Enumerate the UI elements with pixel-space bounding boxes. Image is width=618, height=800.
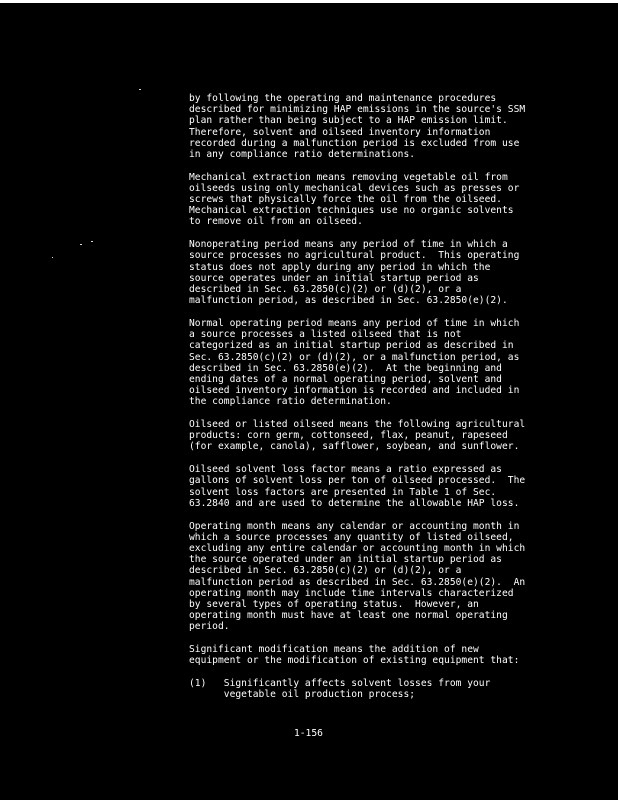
text-line: Sec. 63.2850(c)(2) or (d)(2), or a malfunction period, as: [189, 351, 520, 363]
text-line: (for example, canola), safflower, soybean, and sunflower.: [189, 441, 520, 453]
text-line: described in Sec. 63.2850(c)(2) or (d)(2), or a: [189, 284, 462, 295]
definition-nonoperating-period: [189, 239, 569, 306]
page-number: 1-156: [294, 728, 323, 739]
text-line: the source operated under an initial startup period as: [189, 554, 502, 566]
scan-top-edge: [0, 0, 618, 3]
text-line: the compliance ratio determination.: [189, 396, 392, 408]
text-line: described in Sec. 63.2850(c)(2) or (d)(2), or a: [189, 565, 462, 577]
paragraph-gap: [189, 228, 569, 240]
definition-oilseed: [189, 419, 569, 453]
text-line: oilseeds using only mechanical devices such as presses or: [189, 182, 520, 194]
text-line: to remove oil from an oilseed.: [189, 216, 363, 228]
text-line: Mechanical extraction techniques use no organic solvents: [189, 205, 514, 217]
text-line: status does not apply during any period in which the: [189, 261, 491, 273]
list-item-1: [189, 678, 569, 700]
definition-mechanical-extraction: [189, 172, 569, 228]
text-line: screws that physically force the oil from the oilseed.: [189, 194, 502, 206]
text-line: malfunction period as described in Sec. 63.2850(e)(2). An: [189, 576, 526, 588]
paragraph-gap: [189, 453, 569, 465]
scan-speck: [52, 257, 53, 258]
text-line: plan rather than being subject to a HAP emission limit.: [189, 115, 508, 127]
text-line: Therefore, solvent and oilseed inventory information: [189, 126, 491, 138]
text-line: period.: [189, 621, 230, 633]
paragraph-gap: [189, 509, 569, 521]
text-line: in any compliance ratio determinations.: [189, 148, 416, 160]
text-line: vegetable oil production process;: [189, 689, 416, 701]
text-line: excluding any entire calendar or accounting month in which: [189, 542, 526, 554]
text-line: which a source processes any quantity of listed oilseed,: [189, 531, 514, 543]
text-line: 63.2840 and are used to determine the allowable HAP loss.: [189, 497, 520, 509]
text-line: malfunction period, as described in Sec. 63.2850(e)(2).: [189, 295, 508, 307]
text-line: gallons of solvent loss per ton of oilseed processed. The: [189, 475, 526, 487]
text-line: Significant modification means the addition of new: [189, 644, 479, 656]
text-line: (1) Significantly affects solvent losses from your: [189, 678, 491, 689]
paragraph-gap: [189, 666, 569, 678]
text-line: solvent loss factors are presented in Table 1 of Sec.: [189, 486, 497, 498]
text-line: described for minimizing HAP emissions in the source's SSM: [189, 104, 526, 116]
text-line: Normal operating period means any period of time in which: [189, 317, 520, 329]
text-line: Oilseed solvent loss factor means a ratio expressed as: [189, 464, 502, 476]
text-line: products: corn germ, cottonseed, flax, peanut, rapeseed: [189, 430, 508, 442]
text-line: by following the operating and maintenance procedures: [189, 93, 497, 104]
text-line: operating month must have at least one normal operating: [189, 610, 508, 622]
text-line: operating month may include time intervals characterized: [189, 587, 514, 599]
text-line: oilseed inventory information is recorded and included in: [189, 385, 520, 397]
text-line: described in Sec. 63.2850(e)(2). At the beginning and: [189, 362, 502, 374]
text-line: Nonoperating period means any period of time in which a: [189, 239, 508, 251]
text-line: equipment or the modification of existing equipment that:: [189, 655, 520, 667]
paragraph-gap: [189, 632, 569, 644]
definition-significant-modification: [189, 644, 569, 666]
text-line: a source processes a listed oilseed that is not: [189, 329, 462, 341]
text-line: categorized as an initial startup period as described in: [189, 340, 514, 352]
paragraph-gap: [189, 160, 569, 172]
document-body: [189, 93, 569, 700]
text-line: ending dates of a normal operating period, solvent and: [189, 373, 502, 385]
definition-solvent-loss-factor: [189, 464, 569, 509]
scan-speck: [80, 244, 82, 245]
text-line: Oilseed or listed oilseed means the following agricultural: [189, 419, 526, 431]
paragraph-gap: [189, 407, 569, 419]
scan-speck: [91, 241, 93, 242]
text-line: Operating month means any calendar or accounting month in: [189, 520, 520, 532]
paragraph-gap: [189, 306, 569, 318]
text-line: source processes no agricultural product. This operating: [189, 250, 520, 262]
paragraph-intro: [189, 93, 569, 160]
text-line: Mechanical extraction means removing vegetable oil from: [189, 171, 508, 183]
text-line: source operates under an initial startup period as: [189, 272, 479, 284]
definition-normal-operating-period: [189, 318, 569, 408]
scan-speck: [139, 89, 141, 90]
text-line: recorded during a malfunction period is excluded from use: [189, 137, 520, 149]
definition-operating-month: [189, 521, 569, 633]
text-line: by several types of operating status. However, an: [189, 598, 479, 610]
